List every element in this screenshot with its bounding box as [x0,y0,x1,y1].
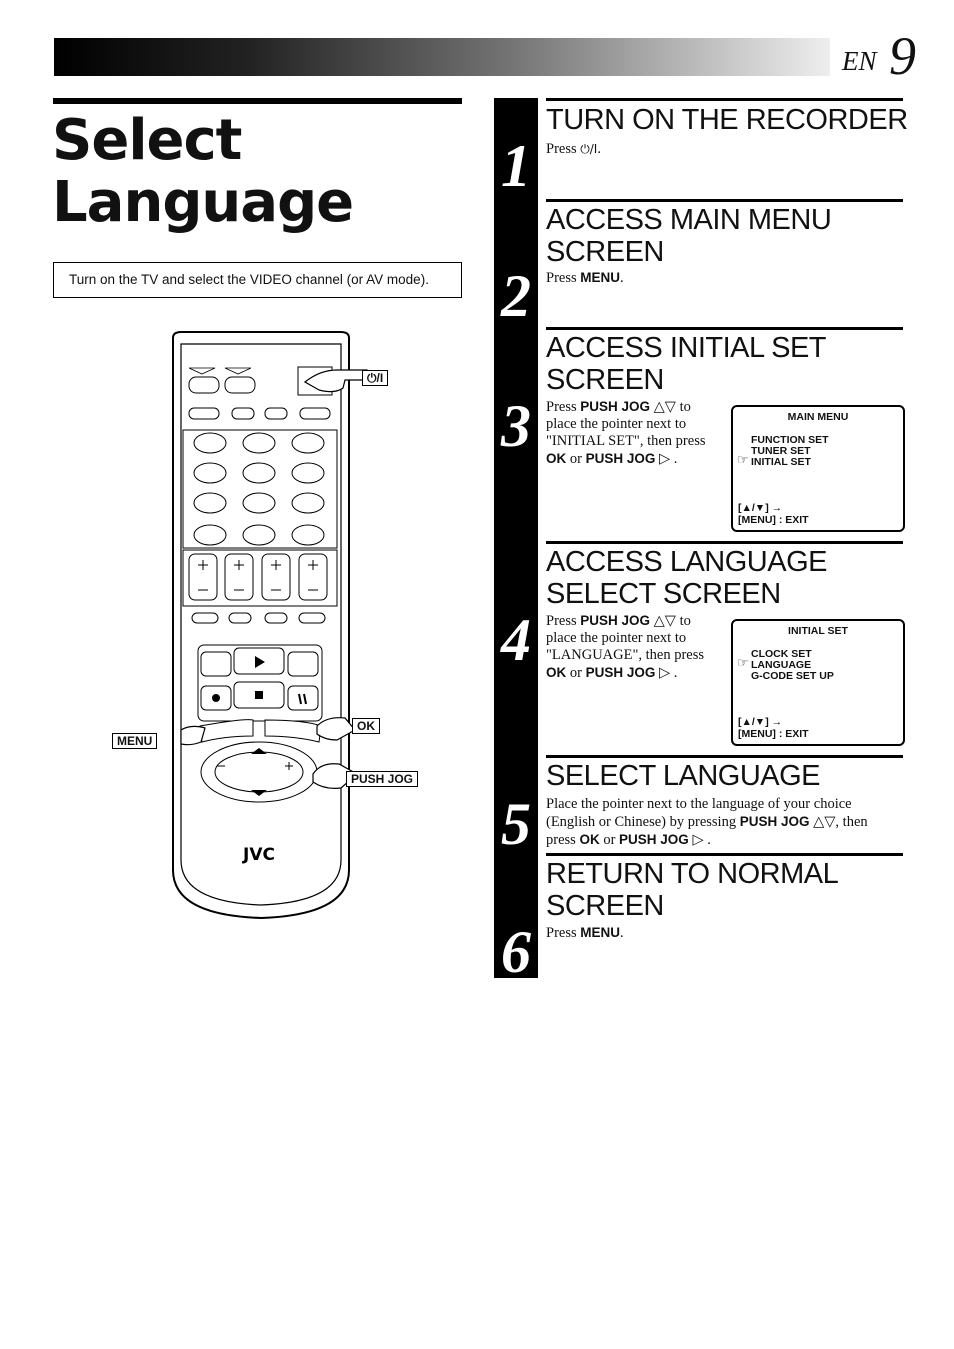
screen-footer-nav: [▲/▼] → [738,502,783,514]
step-3-number: 3 [501,393,531,459]
screen-footer-nav: [▲/▼] → [738,716,783,728]
screen-footer-exit: [MENU] : EXIT [738,514,809,526]
screen-title: INITIAL SET [788,625,848,637]
initial-set-screen [731,619,905,746]
language-code: EN [842,46,877,76]
header-bar [54,38,830,76]
pointer-icon: ☞ [737,452,749,467]
step-3-body: Press PUSH JOG △▽ to place the pointer next to "INITIAL SET", then press OK or PUSH JOG ▷ . [546,399,706,467]
step-2-body: Press MENU. [546,270,624,286]
page-number: 9 [889,26,916,86]
step-3-heading: ACCESS INITIAL SET SCREEN [546,332,826,396]
step-4-heading: ACCESS LANGUAGE SELECT SCREEN [546,546,827,610]
step-1-number: 1 [501,133,531,199]
pointer-icon: ☞ [737,655,749,670]
step-2-heading: ACCESS MAIN MENU SCREEN [546,204,832,268]
step-6-heading: RETURN TO NORMAL SCREEN [546,858,839,922]
step-5-heading: SELECT LANGUAGE [546,760,821,792]
screen-title: MAIN MENU [787,411,849,423]
step-6-body: Press MENU. [546,925,624,941]
step-4-rule [546,541,903,544]
step-2-rule [546,199,903,202]
menu-item: TUNER SET [751,445,811,457]
step-1-heading: TURN ON THE RECORDER [546,104,908,136]
remote-control-illustration [105,330,435,930]
label-push-jog: PUSH JOG [346,771,418,787]
step-4-number: 4 [501,607,531,673]
main-menu-screen [731,405,905,532]
menu-item: INITIAL SET [751,456,811,468]
step-5-body: Place the pointer next to the language of your choice (English or Chinese) by pressing PUSH JOG △▽, then press OK or PUSH JOG ▷ . [546,796,868,848]
label-menu: MENU [112,733,157,749]
page-title: Select Language [52,108,354,235]
brand-logo: JVC [243,845,275,865]
label-power: ⏻/I [362,370,388,386]
step-5-rule [546,755,903,758]
menu-item: FUNCTION SET [751,434,829,446]
step-1-rule [546,98,903,101]
intro-note: Turn on the TV and select the VIDEO channel (or AV mode). [53,262,462,298]
title-rule [53,98,462,104]
hand-pointer-menu [181,726,205,744]
step-5-number: 5 [501,791,531,857]
step-6-number: 6 [501,919,531,985]
step-6-rule [546,853,903,856]
step-4-body: Press PUSH JOG △▽ to place the pointer next to "LANGUAGE", then press OK or PUSH JOG ▷ . [546,613,705,681]
step-2-number: 2 [501,263,531,329]
menu-item: LANGUAGE [751,659,812,671]
menu-item: CLOCK SET [751,648,812,660]
step-1-body: Press ⏻/I. [546,141,601,157]
step-3-rule [546,327,903,330]
screen-footer-exit: [MENU] : EXIT [738,728,809,740]
menu-item: G-CODE SET UP [751,670,834,682]
label-ok: OK [352,718,380,734]
